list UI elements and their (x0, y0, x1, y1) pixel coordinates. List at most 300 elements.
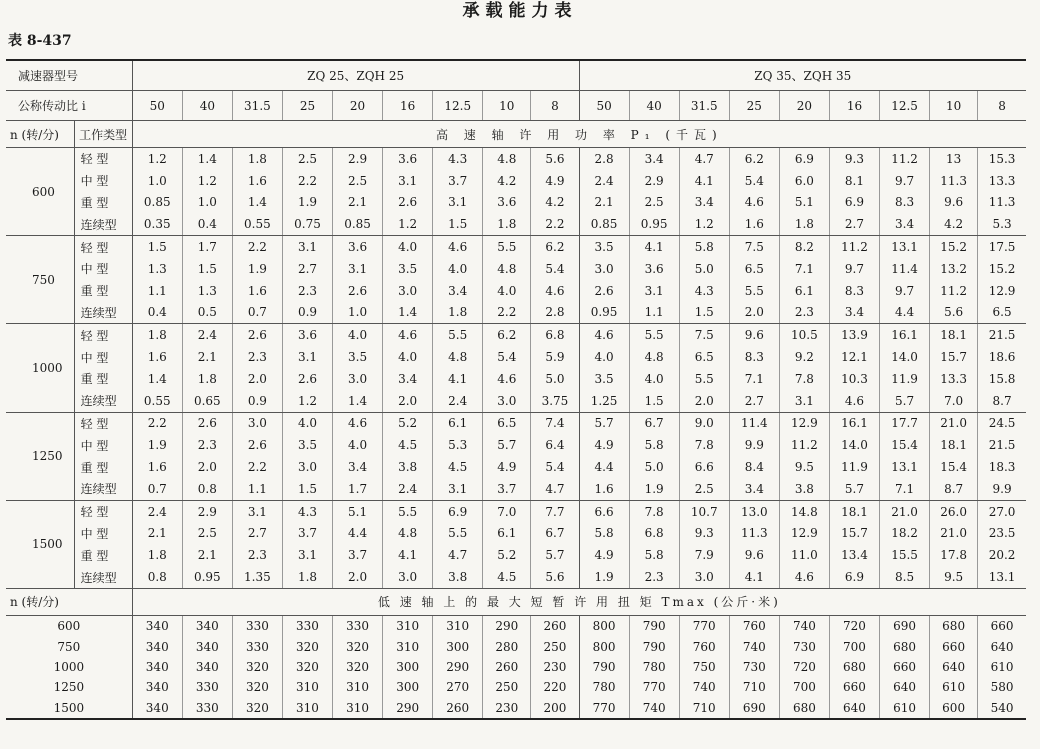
torque-value: 260 (433, 698, 483, 719)
power-value: 6.8 (531, 324, 579, 346)
power-value: 2.0 (383, 390, 433, 412)
power-value: 5.0 (629, 456, 679, 478)
power-row (6, 324, 1026, 346)
power-value: 3.5 (579, 236, 629, 258)
torque-value: 320 (333, 657, 383, 677)
power-value: 21.5 (988, 438, 1016, 453)
power-value: 1.7 (182, 236, 232, 258)
power-value: 26.0 (930, 500, 978, 522)
power-value: 2.3 (232, 346, 282, 368)
power-value: 13.4 (829, 544, 879, 566)
power-value: 0.95 (629, 213, 679, 235)
power-value: 5.1 (333, 500, 383, 522)
torque-value: 300 (383, 657, 433, 677)
power-value: 4.2 (930, 213, 978, 235)
power-value: 3.6 (282, 324, 332, 346)
power-value: 4.0 (629, 368, 679, 390)
torque-value: 680 (779, 698, 829, 719)
ratio-cell: 10 (483, 91, 531, 121)
power-value: 8.3 (829, 280, 879, 302)
power-value: 1.4 (232, 192, 282, 214)
power-value: 4.4 (880, 302, 930, 324)
power-value: 8.5 (880, 566, 930, 588)
work-type-cell: 中 型 (74, 434, 132, 456)
torque-rpm-cell: 1250 (6, 677, 132, 697)
power-value: 8.4 (729, 456, 779, 478)
power-value: 1.1 (232, 478, 282, 500)
power-value: 0.75 (282, 213, 332, 235)
torque-value: 640 (829, 698, 879, 719)
work-type-cell: 中 型 (74, 170, 132, 192)
power-value: 9.9 (729, 434, 779, 456)
work-type-cell: 重 型 (74, 456, 132, 478)
power-value: 0.9 (282, 302, 332, 324)
power-value: 11.2 (829, 236, 879, 258)
power-row (6, 412, 1026, 434)
power-value: 1.8 (232, 148, 282, 170)
power-header-row (6, 121, 1026, 148)
power-value: 7.5 (729, 236, 779, 258)
ratio-cell: 20 (779, 91, 829, 121)
power-value: 4.1 (629, 236, 679, 258)
power-value: 3.1 (629, 280, 679, 302)
power-value: 5.6 (531, 148, 579, 170)
power-value: 6.9 (779, 148, 829, 170)
power-value: 5.5 (629, 324, 679, 346)
power-value: 2.7 (232, 523, 282, 545)
power-value: 5.8 (629, 434, 679, 456)
power-value: 1.4 (383, 302, 433, 324)
power-value: 4.6 (579, 324, 629, 346)
power-value: 3.4 (729, 478, 779, 500)
power-value: 13.2 (930, 258, 978, 280)
power-value: 9.5 (779, 456, 829, 478)
power-value: 6.2 (483, 324, 531, 346)
torque-value: 340 (132, 636, 182, 656)
power-value: 4.8 (383, 523, 433, 545)
power-row (6, 434, 1026, 456)
power-value: 6.7 (629, 412, 679, 434)
capacity-table (6, 59, 1026, 720)
power-value: 6.6 (579, 500, 629, 522)
torque-value: 600 (930, 698, 978, 719)
power-value: 15.7 (930, 346, 978, 368)
power-value: 11.2 (779, 434, 829, 456)
power-value: 5.8 (679, 236, 729, 258)
power-value: 3.1 (779, 390, 829, 412)
power-value: 0.35 (132, 213, 182, 235)
power-value: 2.4 (182, 324, 232, 346)
power-value: 5.2 (383, 412, 433, 434)
power-value: 4.3 (679, 280, 729, 302)
power-row (6, 258, 1026, 280)
torque-value: 740 (629, 698, 679, 719)
rpm-label: n (转/分) (6, 121, 74, 148)
power-value: 3.4 (333, 456, 383, 478)
work-type-cell: 连续型 (74, 213, 132, 235)
torque-value: 340 (182, 636, 232, 656)
power-value: 7.8 (679, 434, 729, 456)
power-value: 1.5 (629, 390, 679, 412)
power-value: 5.4 (483, 346, 531, 368)
power-value: 7.5 (679, 324, 729, 346)
power-value: 1.7 (333, 478, 383, 500)
power-value: 13.1 (880, 456, 930, 478)
power-value: 2.0 (232, 368, 282, 390)
power-value: 4.0 (383, 346, 433, 368)
power-value: 2.2 (132, 412, 182, 434)
torque-value: 700 (829, 636, 879, 656)
torque-value: 260 (531, 615, 579, 636)
torque-value: 740 (779, 615, 829, 636)
power-value: 15.7 (829, 523, 879, 545)
work-type-cell: 连续型 (74, 566, 132, 588)
rpm-cell: 1250 (6, 412, 74, 500)
power-value: 1.6 (132, 346, 182, 368)
power-value: 6.8 (629, 523, 679, 545)
power-value: 9.9 (978, 478, 1026, 500)
power-value: 3.8 (779, 478, 829, 500)
table-number: 表 8-437 (8, 33, 72, 49)
power-value: 1.2 (679, 213, 729, 235)
power-value: 5.8 (629, 544, 679, 566)
power-value: 3.8 (433, 566, 483, 588)
torque-rpm-cell: 1500 (6, 698, 132, 719)
power-value: 3.7 (433, 170, 483, 192)
power-value: 3.1 (282, 346, 332, 368)
power-value: 4.0 (333, 324, 383, 346)
power-value: 0.85 (333, 213, 383, 235)
power-value: 2.3 (282, 280, 332, 302)
power-value: 5.2 (483, 544, 531, 566)
power-value: 3.0 (232, 412, 282, 434)
power-value: 2.7 (729, 390, 779, 412)
power-value: 1.9 (132, 434, 182, 456)
power-value: 11.3 (988, 195, 1016, 210)
power-value: 6.9 (829, 192, 879, 214)
ratio-cell: 8 (978, 91, 1026, 121)
power-value: 1.6 (232, 170, 282, 192)
model-zq25: ZQ 25、ZQH 25 (132, 60, 579, 91)
torque-value: 250 (531, 636, 579, 656)
torque-value: 290 (433, 657, 483, 677)
power-value: 3.1 (433, 192, 483, 214)
work-type-cell: 连续型 (74, 478, 132, 500)
power-value: 5.5 (383, 500, 433, 522)
power-value: 5.4 (729, 170, 779, 192)
torque-value: 700 (779, 677, 829, 697)
work-type-cell: 中 型 (74, 523, 132, 545)
torque-rpm-label: n (转/分) (6, 588, 132, 615)
power-value: 4.1 (433, 368, 483, 390)
power-value: 0.65 (182, 390, 232, 412)
power-value: 2.0 (729, 302, 779, 324)
ratio-cell: 50 (579, 91, 629, 121)
power-value: 2.4 (132, 500, 182, 522)
power-value: 7.4 (531, 412, 579, 434)
torque-value: 330 (182, 677, 232, 697)
power-value: 13.3 (930, 368, 978, 390)
torque-value: 320 (232, 677, 282, 697)
torque-value: 310 (433, 615, 483, 636)
power-value: 6.5 (729, 258, 779, 280)
torque-value: 320 (333, 636, 383, 656)
power-value: 1.8 (779, 213, 829, 235)
work-type-cell: 轻 型 (74, 148, 132, 170)
power-row (6, 170, 1026, 192)
power-value: 5.6 (930, 302, 978, 324)
ratio-cell: 16 (383, 91, 433, 121)
torque-label: 低 速 轴 上 的 最 大 短 暂 许 用 扭 矩 Tmax (公斤·米) (132, 588, 1026, 615)
power-value: 5.7 (579, 412, 629, 434)
power-value: 3.1 (282, 544, 332, 566)
power-value: 4.9 (579, 434, 629, 456)
rpm-cell: 1500 (6, 500, 74, 588)
power-value: 0.5 (182, 302, 232, 324)
power-value: 3.6 (629, 258, 679, 280)
torque-header-row (6, 588, 1026, 615)
torque-value: 780 (629, 657, 679, 677)
torque-rpm-cell: 600 (6, 615, 132, 636)
power-value: 3.4 (383, 368, 433, 390)
ratio-row (6, 91, 1026, 121)
power-value: 14.8 (779, 500, 829, 522)
torque-value: 610 (990, 659, 1014, 674)
power-value: 0.8 (182, 478, 232, 500)
power-value: 8.2 (779, 236, 829, 258)
page-title: 承载能力表 (462, 1, 578, 21)
power-value: 1.8 (282, 566, 332, 588)
power-value: 2.2 (531, 213, 579, 235)
power-value: 1.0 (132, 170, 182, 192)
torque-value: 330 (282, 615, 332, 636)
torque-value: 330 (232, 636, 282, 656)
power-value: 5.7 (829, 478, 879, 500)
power-value: 0.85 (132, 192, 182, 214)
power-value: 9.2 (779, 346, 829, 368)
work-type-cell: 重 型 (74, 280, 132, 302)
torque-value: 220 (531, 677, 579, 697)
power-value: 4.0 (579, 346, 629, 368)
power-value: 7.1 (880, 478, 930, 500)
power-value: 15.2 (930, 236, 978, 258)
power-value: 18.6 (988, 350, 1016, 365)
power-value: 2.7 (829, 213, 879, 235)
power-value: 2.1 (333, 192, 383, 214)
power-value: 4.7 (531, 478, 579, 500)
work-type-cell: 重 型 (74, 368, 132, 390)
power-value: 3.0 (679, 566, 729, 588)
power-value: 2.3 (779, 302, 829, 324)
torque-value: 320 (232, 698, 282, 719)
power-value: 9.6 (930, 192, 978, 214)
power-value: 18.1 (930, 434, 978, 456)
power-value: 0.85 (579, 213, 629, 235)
power-value: 4.2 (483, 170, 531, 192)
power-value: 2.8 (579, 148, 629, 170)
power-value: 5.0 (679, 258, 729, 280)
torque-value: 610 (930, 677, 978, 697)
torque-value: 340 (132, 698, 182, 719)
work-type-cell: 中 型 (74, 346, 132, 368)
ratio-cell: 8 (531, 91, 579, 121)
power-value: 9.5 (930, 566, 978, 588)
power-value: 4.6 (779, 566, 829, 588)
power-value: 1.5 (433, 213, 483, 235)
torque-value: 330 (232, 615, 282, 636)
rpm-cell: 1000 (6, 324, 74, 412)
power-value: 2.2 (232, 456, 282, 478)
power-value: 5.1 (779, 192, 829, 214)
power-value: 2.4 (383, 478, 433, 500)
power-value: 2.0 (333, 566, 383, 588)
power-value: 15.8 (988, 371, 1016, 386)
power-value: 1.3 (132, 258, 182, 280)
power-value: 1.9 (629, 478, 679, 500)
torque-value: 680 (930, 615, 978, 636)
power-value: 1.5 (679, 302, 729, 324)
torque-value: 800 (579, 636, 629, 656)
model-row (6, 60, 1026, 91)
power-value: 2.5 (333, 170, 383, 192)
power-value: 7.8 (629, 500, 679, 522)
torque-value: 340 (132, 657, 182, 677)
power-value: 4.1 (729, 566, 779, 588)
torque-value: 310 (383, 636, 433, 656)
power-value: 3.6 (383, 148, 433, 170)
power-value: 3.7 (282, 523, 332, 545)
power-value: 1.2 (383, 213, 433, 235)
work-type-cell: 轻 型 (74, 412, 132, 434)
power-value: 23.5 (988, 526, 1016, 541)
power-value: 4.1 (383, 544, 433, 566)
power-value: 4.0 (282, 412, 332, 434)
power-value: 3.0 (483, 390, 531, 412)
work-type-cell: 连续型 (74, 302, 132, 324)
power-value: 0.7 (232, 302, 282, 324)
torque-value: 740 (679, 677, 729, 697)
power-value: 4.9 (483, 456, 531, 478)
power-value: 0.7 (132, 478, 182, 500)
power-value: 12.9 (779, 523, 829, 545)
power-value: 1.35 (232, 566, 282, 588)
torque-value: 760 (679, 636, 729, 656)
torque-value: 760 (729, 615, 779, 636)
power-value: 2.9 (333, 148, 383, 170)
torque-value: 800 (579, 615, 629, 636)
power-value: 2.2 (232, 236, 282, 258)
power-value: 2.5 (282, 148, 332, 170)
power-value: 1.5 (182, 258, 232, 280)
work-type-cell: 中 型 (74, 258, 132, 280)
power-value: 1.2 (132, 148, 182, 170)
power-value: 8.3 (880, 192, 930, 214)
power-value: 5.3 (433, 434, 483, 456)
power-value: 1.8 (182, 368, 232, 390)
power-label: 高 速 轴 许 用 功 率 P₁ (千瓦) (132, 121, 1026, 148)
torque-value: 790 (629, 615, 679, 636)
power-value: 2.5 (679, 478, 729, 500)
power-value: 2.7 (282, 258, 332, 280)
power-value: 2.2 (282, 170, 332, 192)
power-value: 3.1 (333, 258, 383, 280)
rpm-cell: 750 (6, 236, 74, 324)
power-value: 12.1 (829, 346, 879, 368)
power-value: 3.1 (282, 236, 332, 258)
torque-value: 770 (679, 615, 729, 636)
ratio-cell: 25 (729, 91, 779, 121)
power-value: 10.7 (679, 500, 729, 522)
power-value: 11.3 (930, 170, 978, 192)
power-value: 11.9 (880, 368, 930, 390)
power-value: 11.9 (829, 456, 879, 478)
torque-row (6, 698, 1026, 719)
power-value: 3.4 (433, 280, 483, 302)
power-value: 2.8 (531, 302, 579, 324)
power-value: 3.5 (579, 368, 629, 390)
power-value: 4.5 (433, 456, 483, 478)
ratio-cell: 12.5 (880, 91, 930, 121)
power-value: 3.4 (629, 148, 679, 170)
power-value: 1.9 (232, 258, 282, 280)
torque-value: 330 (182, 698, 232, 719)
power-value: 4.7 (679, 148, 729, 170)
torque-value: 780 (579, 677, 629, 697)
power-value: 1.3 (182, 280, 232, 302)
power-value: 4.9 (579, 544, 629, 566)
power-row (6, 544, 1026, 566)
power-value: 15.4 (880, 434, 930, 456)
power-value: 5.4 (531, 258, 579, 280)
power-value: 1.5 (132, 236, 182, 258)
power-value: 17.8 (930, 544, 978, 566)
power-value: 16.1 (829, 412, 879, 434)
torque-value: 260 (483, 657, 531, 677)
torque-value: 280 (483, 636, 531, 656)
power-value: 1.9 (579, 566, 629, 588)
power-value: 5.0 (531, 368, 579, 390)
power-value: 2.6 (282, 368, 332, 390)
torque-value: 340 (132, 677, 182, 697)
power-value: 12.9 (779, 412, 829, 434)
torque-value: 200 (531, 698, 579, 719)
power-value: 2.4 (579, 170, 629, 192)
torque-value: 680 (829, 657, 879, 677)
power-value: 1.25 (579, 390, 629, 412)
power-value: 1.6 (232, 280, 282, 302)
power-value: 9.7 (880, 280, 930, 302)
torque-value: 750 (679, 657, 729, 677)
power-value: 18.1 (829, 500, 879, 522)
torque-value: 310 (333, 698, 383, 719)
power-value: 6.0 (779, 170, 829, 192)
torque-value: 660 (990, 619, 1014, 634)
power-value: 11.4 (729, 412, 779, 434)
power-value: 13 (930, 148, 978, 170)
power-value: 4.6 (433, 236, 483, 258)
power-value: 6.1 (779, 280, 829, 302)
power-value: 6.6 (679, 456, 729, 478)
torque-value: 710 (729, 677, 779, 697)
power-value: 2.0 (679, 390, 729, 412)
torque-row (6, 636, 1026, 656)
power-value: 0.55 (232, 213, 282, 235)
power-value: 8.7 (930, 478, 978, 500)
power-value: 16.1 (880, 324, 930, 346)
power-value: 3.4 (880, 213, 930, 235)
power-value: 7.1 (729, 368, 779, 390)
torque-value: 290 (383, 698, 433, 719)
